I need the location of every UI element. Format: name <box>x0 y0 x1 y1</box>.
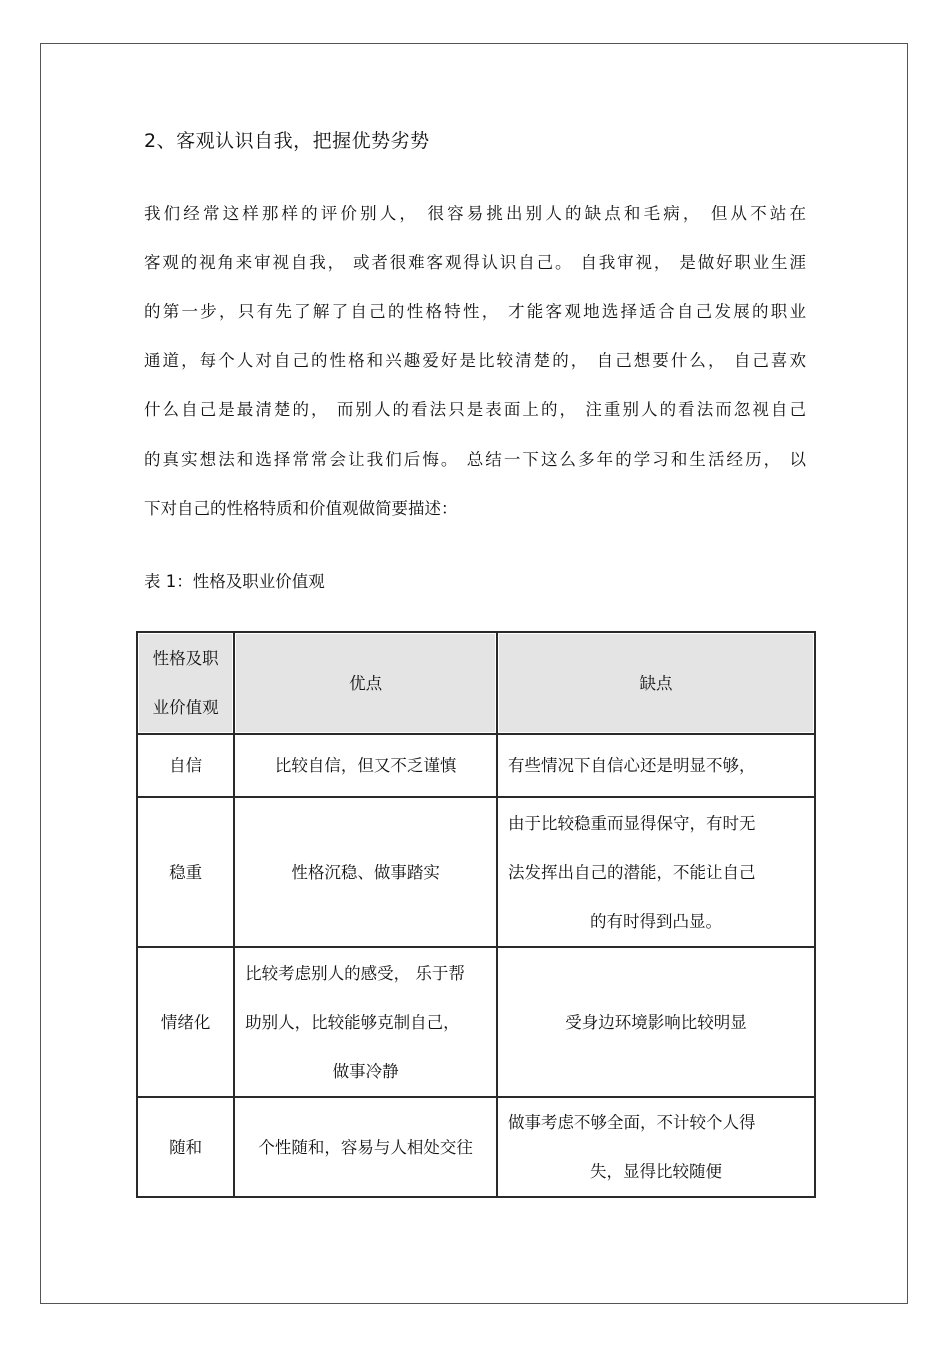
disadvantage-line: 由于比较稳重而显得保守，有时无 <box>507 813 756 833</box>
table-row <box>137 734 815 797</box>
section-heading: 2、客观认识自我，把握优势劣势 <box>144 130 430 152</box>
disadvantage-line: 有些情况下自信心还是明显不够， <box>507 756 756 775</box>
disadvantage-line: 受身边环境影响比较明显 <box>565 1012 747 1032</box>
trait-cell: 自信 <box>137 734 234 797</box>
paragraph-line: 什么自己是最清楚的， 而别人的看法只是表面上的， 注重别人的看法而忽视自己 <box>144 400 806 419</box>
trait-cell: 随和 <box>137 1097 234 1197</box>
advantage-cell <box>234 797 497 947</box>
table-row <box>137 797 815 947</box>
header-trait-line: 业价值观 <box>152 698 219 717</box>
header-disadvantage: 缺点 <box>497 632 815 734</box>
trait-cell: 情绪化 <box>137 947 234 1097</box>
header-advantage: 优点 <box>234 632 497 734</box>
disadvantage-cell <box>497 797 815 947</box>
advantage-line: 比较自信，但又不乏谨慎 <box>274 756 457 775</box>
table-caption: 表 1：性格及职业价值观 <box>144 572 325 591</box>
advantage-line: 比较考虑别人的感受， 乐于帮 <box>245 963 465 983</box>
trait-cell: 稳重 <box>137 797 234 947</box>
header-trait-line: 性格及职 <box>152 649 219 668</box>
table-row <box>137 947 815 1097</box>
advantage-cell <box>234 734 497 797</box>
disadvantage-cell <box>497 1097 815 1197</box>
disadvantage-line: 做事考虑不够全面，不计较个人得 <box>507 1113 756 1132</box>
advantage-line: 助别人，比较能够克制自己， <box>245 1012 460 1032</box>
advantage-line: 做事冷静 <box>332 1061 399 1081</box>
disadvantage-line: 失，显得比较随便 <box>589 1162 722 1181</box>
paragraph-line: 的第一步，只有先了解了自己的性格特性， 才能客观地选择适合自己发展的职业 <box>144 302 806 321</box>
paragraph-line: 通道，每个人对自己的性格和兴趣爱好是比较清楚的， 自己想要什么， 自己喜欢 <box>144 351 806 370</box>
disadvantage-cell <box>497 947 815 1097</box>
advantage-line: 个性随和，容易与人相处交往 <box>258 1137 473 1157</box>
disadvantage-cell <box>497 734 815 797</box>
header-trait <box>137 632 234 734</box>
disadvantage-line: 法发挥出自己的潜能，不能让自己 <box>507 862 756 882</box>
advantage-cell <box>234 1097 497 1197</box>
paragraph-line: 我们经常这样那样的评价别人， 很容易挑出别人的缺点和毛病， 但从不站在 <box>144 204 806 223</box>
advantage-cell <box>234 947 497 1097</box>
paragraph-line: 客观的视角来审视自我， 或者很难客观得认识自己。 自我审视， 是做好职业生涯 <box>144 253 806 272</box>
traits-table <box>136 631 816 1198</box>
paragraph-line: 下对自己的性格特质和价值观做简要描述： <box>144 499 458 518</box>
advantage-line: 性格沉稳、做事踏实 <box>291 862 440 882</box>
table-header-row <box>137 632 815 734</box>
paragraph-line: 的真实想法和选择常常会让我们后悔。 总结一下这么多年的学习和生活经历， 以 <box>144 450 806 469</box>
table-row <box>137 1097 815 1197</box>
disadvantage-line: 的有时得到凸显。 <box>589 911 722 931</box>
